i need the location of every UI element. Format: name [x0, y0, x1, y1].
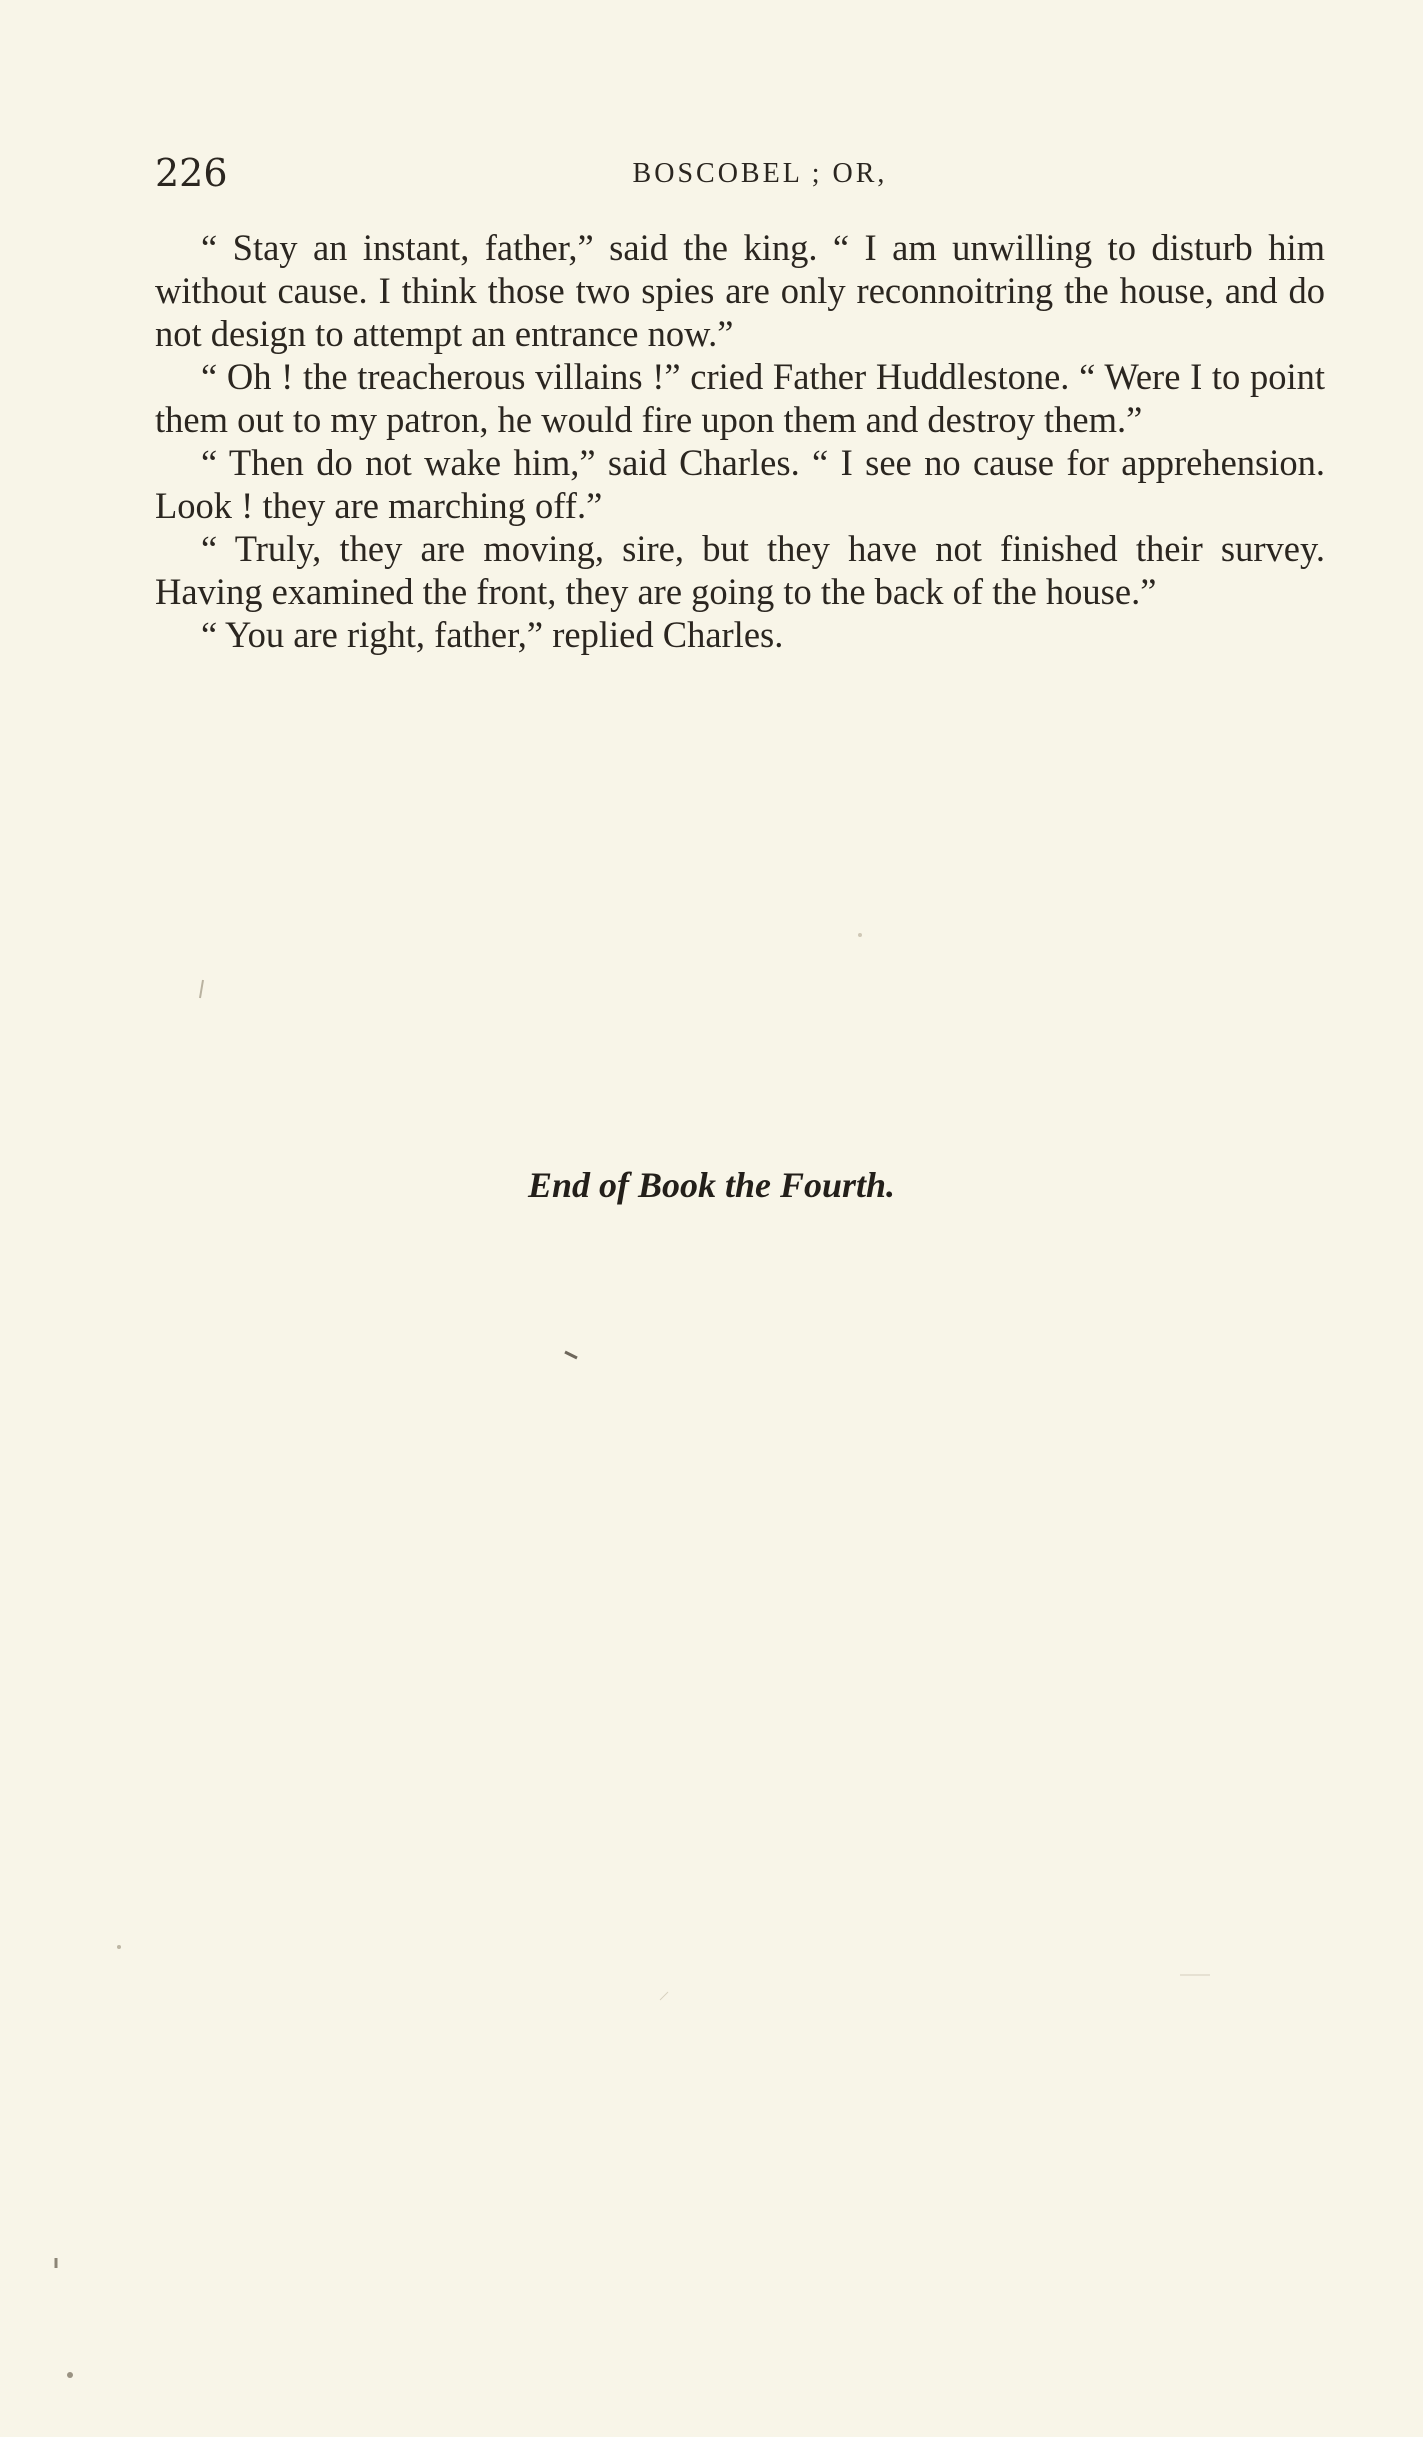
running-title: BOSCOBEL ; OR, — [632, 158, 888, 189]
paragraph: “ Then do not wake him,” said Charles. “ I see no cause for apprehension. Look ! they are marching off.” — [155, 442, 1325, 526]
colophon-text: End of Book the Fourth. — [527, 1165, 896, 1205]
paper-speck — [117, 1945, 121, 1949]
page-number: 226 — [155, 151, 228, 195]
paragraph: “ You are right, father,” replied Charles. — [201, 614, 784, 655]
running-head — [155, 148, 1325, 198]
paper-speck — [67, 2372, 73, 2378]
paper-speck — [858, 933, 862, 937]
paper-speck — [565, 1352, 577, 1358]
body-text — [155, 226, 1325, 656]
paper-speck — [200, 980, 203, 998]
paragraph: “ Truly, they are moving, sire, but they have not finished their survey. Having examined the front, they are going to the back of the house.” — [155, 528, 1325, 612]
end-of-book-colophon — [0, 1160, 1423, 1210]
paper-speck — [660, 1992, 668, 2000]
paragraph: “ Stay an instant, father,” said the king. “ I am unwilling to disturb him without cause. I think those two spies are only reconnoitring the house, and do not design to attempt an entrance now.” — [155, 227, 1325, 354]
paragraph: “ Oh ! the treacherous villains !” cried Father Huddlestone. “ Were I to point them out to my patron, he would fire upon them and destroy them.” — [155, 356, 1325, 440]
